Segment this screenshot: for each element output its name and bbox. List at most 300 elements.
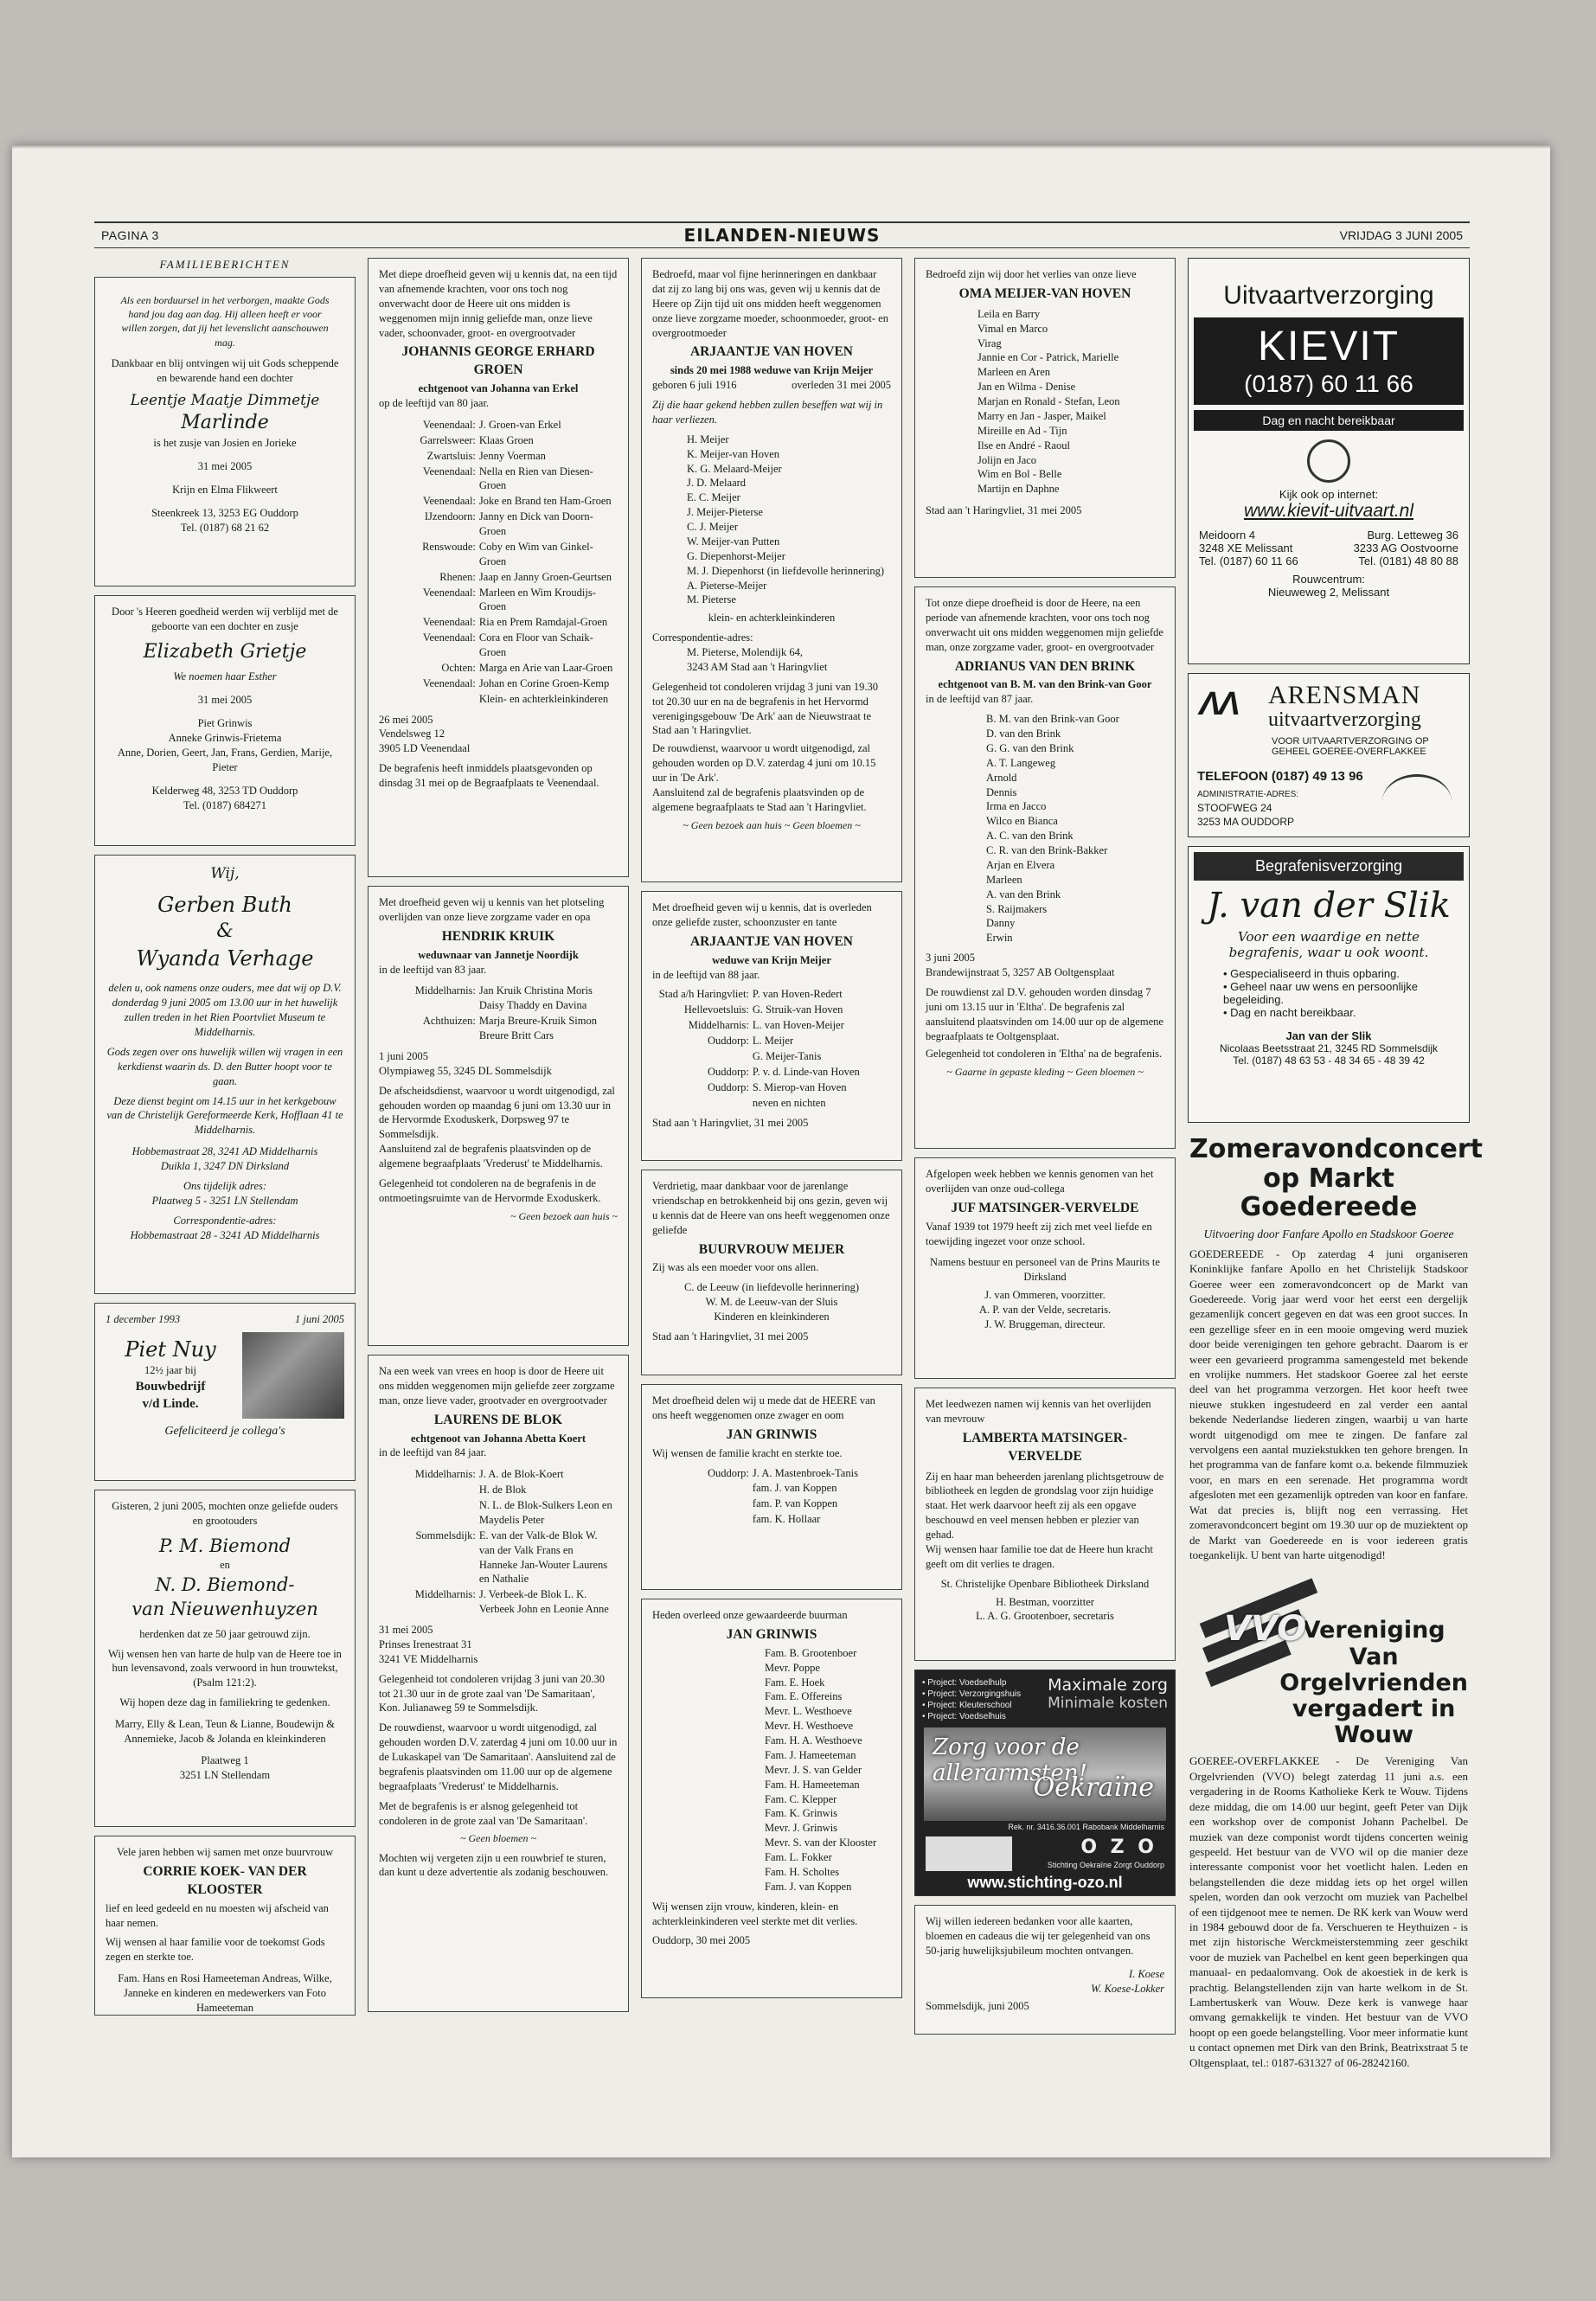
signer-3: J. W. Bruggeman, directeur. <box>984 1317 1106 1330</box>
company: Bouwbedrijf <box>135 1380 206 1394</box>
list-item: Mevr. Poppe <box>765 1661 820 1674</box>
list-item: Mevr. H. Westhoeve <box>765 1720 854 1733</box>
mother: Anneke Grinwis-Frietema <box>168 732 282 745</box>
deceased-name: LAMBERTA MATSINGER-VERVELDE <box>962 1430 1128 1464</box>
age: in de leeftijd van 83 jaar. <box>379 963 487 976</box>
intro: Met leedwezen namen wij kennis van het overlijden van mevrouw <box>926 1398 1151 1425</box>
condolence-corrie-koek <box>94 1836 356 2016</box>
ampersand: & <box>216 920 234 943</box>
list-item: K. G. Melaard-Meijer <box>687 462 782 475</box>
died: overleden 31 mei 2005 <box>792 379 891 392</box>
family-names: Jenny Voerman <box>478 449 546 462</box>
list-item: Fam. C. Klepper <box>765 1792 837 1805</box>
intro: Gisteren, 2 juni 2005, mochten onze geliefde ouders en grootouders <box>112 1500 338 1527</box>
list-item: A. Pieterse-Meijer <box>687 579 767 592</box>
obituary-grinwis-family <box>641 1384 902 1590</box>
years: 12½ jaar bij <box>144 1364 197 1377</box>
article-headline: Vereniging Van Orgelvrienden vergadert in Wouw <box>1279 1617 1469 1749</box>
list-item: Fam. J. van Koppen <box>765 1880 852 1893</box>
article-subheadline: Uitvoering door Fanfare Apollo en Stadskoor Goeree <box>1203 1227 1454 1240</box>
age: in de leeftijd van 87 jaar. <box>926 693 1034 706</box>
newspaper-page <box>12 145 1550 2157</box>
date: 26 mei 2005 <box>379 713 433 726</box>
list-item: W. Meijer-van Putten <box>687 535 780 548</box>
column-1 <box>94 258 356 2024</box>
closing-note: ~ Geen bezoek aan huis ~ Geen bloemen ~ <box>683 818 861 831</box>
senders: Fam. Hans en Rosi Hameeteman Andreas, Wilke, Janneke en kinderen en medewerkers van Foto Hameeteman <box>118 1972 332 2014</box>
family-names: Jan Kruik Christina Moris Daisy Thaddy en Davina <box>478 984 593 1012</box>
spouse: echtgenoot van B. M. van den Brink-van Goor <box>938 678 1152 691</box>
family-names: fam. P. van Koppen <box>752 1497 838 1510</box>
column-4 <box>914 258 1176 2043</box>
family-place <box>379 1483 479 1498</box>
family-names: Marleen en Wim Kroudijs-Groen <box>478 586 596 613</box>
wedding-announcement <box>94 855 356 1294</box>
family-row <box>379 449 618 465</box>
date: 3 juni 2005 <box>926 952 975 965</box>
list-item: B. M. van den Brink-van Goor <box>986 713 1119 726</box>
list-item: • Dag en nacht bereikbaar. <box>1223 1006 1356 1019</box>
age: in de leeftijd van 88 jaar. <box>652 968 760 981</box>
family-row <box>652 1497 891 1512</box>
text-2: Wij wensen al haar familie voor de toekomst Gods zegen en sterkte toe. <box>106 1936 325 1964</box>
start-date: 1 december 1993 <box>106 1313 181 1325</box>
address-2: 3905 LD Veenendaal <box>379 742 471 755</box>
family-place: Ouddorp: <box>707 1466 749 1479</box>
signer-1: I. Koese <box>1129 1967 1164 1980</box>
list-item: Fam. E. Hoek <box>765 1676 825 1689</box>
family-names: H. de Blok <box>478 1484 527 1497</box>
family-names: Joke en Brand ten Ham-Groen <box>478 495 612 508</box>
address: Olympiaweg 55, 3245 DL Sommelsdijk <box>379 1064 552 1077</box>
call-name: We noemen haar Esther <box>173 670 277 683</box>
anniversary-text: herdenken dat ze 50 jaar getrouwd zijn. <box>139 1627 311 1640</box>
thank-you-koese <box>914 1905 1176 2035</box>
intro: Verdrietig, maar dankbaar voor de jarenlange vriendschap en betrokkenheid bij ons gezin, geven wij u kennis dat de Heere van ons heeft weggenomen onze geliefde <box>652 1180 890 1236</box>
family-names: Cora en Floor van Schaik-Groen <box>478 631 593 659</box>
family-row <box>379 540 618 570</box>
family-names: N. L. de Blok-Sulkers Leon en Maydelis Peter <box>478 1499 612 1526</box>
final-note: Mochten wij vergeten zijn u een rouwbrief te sturen, dan kunt u deze advertentie als zodanig beschouwen. <box>379 1851 609 1879</box>
list-item: Mevr. J. Grinwis <box>765 1822 838 1835</box>
burial-note: De begrafenis heeft inmiddels plaatsgevonden op dinsdag 31 mei op de Begraafplaats te Veenendaal. <box>379 762 599 790</box>
list-item: Dennis <box>986 785 1017 798</box>
intro: Na een week van vrees en hoop is door de Heere uit ons midden weggenomen mijn geliefde zeer zorgzame man, onze lieve vader, grootvader en overgrootvader <box>379 1365 615 1407</box>
family-place: Veenendaal: <box>422 586 476 599</box>
family-row <box>652 1003 891 1018</box>
list-item: Fam. K. Grinwis <box>765 1807 838 1820</box>
birth-date: 31 mei 2005 <box>197 460 253 472</box>
library-name: St. Christelijke Openbare Bibliotheek Dirksland <box>940 1577 1150 1590</box>
address-1: Hobbemastraat 28, 3241 AD Middelharnis <box>131 1145 318 1158</box>
sister-line: is het zusje van Josien en Jorieke <box>153 437 297 450</box>
list-item: Leila en Barry <box>977 307 1041 320</box>
article-concert <box>1188 1131 1484 1566</box>
temp-address: Plaatweg 5 - 3251 LN Stellendam <box>151 1194 298 1207</box>
family-row <box>379 676 618 692</box>
column-5 <box>1188 258 1484 2070</box>
text: Wij wensen zijn vrouw, kinderen, klein- en achterkleinkinderen veel sterkte met dit verlies. <box>652 1900 858 1927</box>
list-item: K. Meijer-van Hoven <box>687 447 780 460</box>
siblings: Anne, Dorien, Geert, Jan, Frans, Gerdien, Marije, Pieter <box>117 746 333 773</box>
wij: Wij, <box>210 865 240 882</box>
arensman-subtitle: uitvaartverzorging <box>1268 708 1421 731</box>
family-names: J. A. Mastenbroek-Tanis <box>752 1466 858 1479</box>
intro: Bedroefd zijn wij door het verlies van onze lieve <box>926 268 1137 280</box>
list-item: C. J. Meijer <box>687 521 739 534</box>
telephone: Tel. (0187) 684271 <box>183 798 266 811</box>
family-place: Middelharnis: <box>414 1468 476 1481</box>
family-list <box>652 433 891 608</box>
deceased-name: ARJAANTJE VAN HOVEN <box>689 933 854 949</box>
family-place: Ouddorp: <box>707 1080 749 1093</box>
family-row <box>379 1014 618 1044</box>
bank-account: Rek. nr. 3416.36.001 Rabobank Middelharnis <box>1008 1823 1164 1831</box>
spouse: echtgenoot van Johanna van Erkel <box>418 382 579 395</box>
place-date: Stad aan 't Haringvliet, 31 mei 2005 <box>652 1117 809 1130</box>
list-item: Fam. J. Hameeteman <box>765 1748 856 1761</box>
obituary-de-blok <box>368 1355 629 2012</box>
slogan: Zorg voor de allerarmsten! <box>933 1734 1087 1786</box>
list-item: Martijn en Daphne <box>977 483 1060 496</box>
obituary-van-hoven <box>641 258 902 882</box>
intro: Met droefheid delen wij u mede dat de HEERE van ons heeft weggenomen onze zwager en oom <box>652 1394 875 1421</box>
list-item: M. Pieterse <box>687 593 736 606</box>
signer-1: J. van Ommeren, voorzitter. <box>984 1289 1106 1302</box>
closing-note: ~ Geen bloemen ~ <box>460 1832 536 1845</box>
family-place: Middelharnis: <box>414 1588 476 1601</box>
address-1: Vendelsweg 12 <box>379 727 445 740</box>
list-item: Fam. H. Scholtes <box>765 1865 840 1878</box>
article-headline: Zomeravondconcert op Markt Goedereede <box>1189 1134 1484 1223</box>
list-item: Mevr. L. Westhoeve <box>765 1705 852 1718</box>
closing-note: ~ Gaarne in gepaste kleding ~ Geen bloemen ~ <box>946 1066 1144 1079</box>
postcode-1: 3248 XE Melissant <box>1199 542 1293 554</box>
wife-name: N. D. Biemond- <box>155 1574 295 1595</box>
list-item: Mireille en Ad - Tijn <box>977 424 1067 437</box>
list-item: E. C. Meijer <box>687 491 740 504</box>
anniversary-biemond <box>94 1490 356 1827</box>
article-body: GOEREE-OVERFLAKKEE - De Vereniging Van Orgelvrienden (VVO) belegt zaterdag 11 juni a.s. een vergadering in de Rooms Katholieke Kerk te Wouw. Tijdens deze middag, die om 14.00 uur begint, geeft Peter van Dijk een workshop over de componist Johann Pachelbel. De muziek van deze componist wordt tijdens concerten weinig gespeeld. Het bestuur van de VVO wil op die manier deze interessante componist voor het voetlicht halen. Leden en belangstellenden die deze middag iets op het orgel willen spelen, worden dan ook verzocht om muziek van Pachelbel of een tijdgenoot mee te nemen. De RK kerk van Wouw werd in 1984 gebouwd door de fa. Verschueren te Heythuizen - is met zijn historische Werckmeisterstemming zeer geschikt voor de muziek van Pachelbel en kent geen beperkingen qua manuaal- en pedaalomvang. Ook de akoestiek in de kerk is prachtig. Belangstellenden zijn van harte welkom in de St. Lambertuskerk van Wouw. Deze kerk is vanwege haar omvang gemakkelijk te vinden. Het bestuur van de VVO hoopt op een goede belangstelling. Voor meer informatie kunt u contact opnemen met Dirk van den Brink, Beatrixstraat 5 te Oltgensplaat, tel.: 0187-631327 of 06-28242160. <box>1189 1754 1468 2069</box>
family-names: Janny en Dick van Doorn-Groen <box>478 510 593 538</box>
address: Brandewijnstraat 5, 3257 AB Ooltgensplaat <box>926 966 1115 979</box>
congratulations: Gefeliciteerd je collega's <box>164 1424 285 1438</box>
family-place: Sommelsdijk: <box>415 1529 476 1541</box>
deceased-name: JAN GRINWIS <box>726 1426 817 1442</box>
age: in de leeftijd van 84 jaar. <box>379 1446 487 1459</box>
list-item: Ilse en André - Raoul <box>977 439 1070 452</box>
list-item: Wilco en Bianca <box>986 815 1058 828</box>
child-call-name: Marlinde <box>181 412 269 434</box>
family-row <box>379 631 618 661</box>
intro: Met diepe droefheid geven wij u kennis dat, na een tijd van afnemende krachten, voor ons toch nog onverwacht door de Heere uit ons midden is weggenomen mijn innig geliefde man, onze lieve vader, schoonvader, groot- en overgrootvader <box>379 268 618 339</box>
list-item: Marjan en Ronald - Stefan, Leon <box>977 395 1120 408</box>
wife-name-2: van Nieuwenhuyzen <box>131 1599 318 1620</box>
family-place <box>652 1049 753 1065</box>
service-text: De rouwdienst, waarvoor u wordt uitgenodigd, zal gehouden worden D.V. zaterdag 4 juni om 10.00 uur in de Lukaskapel van 'De Samaritaan'. Aansluitend zal de begrafenis plaatsvinden om 11.00 uur op de algemene begraafplaats 'Vrederust' te Middelharnis. <box>379 1721 618 1792</box>
family-row <box>379 494 618 510</box>
ozo-charity-ad <box>914 1670 1176 1896</box>
list-item: A. C. van den Brink <box>986 830 1074 843</box>
family-row <box>652 1080 891 1096</box>
address-1: Meidoorn 4 <box>1199 529 1256 542</box>
slik-name: Jan van der Slik <box>1285 1029 1372 1042</box>
page-number: PAGINA 3 <box>101 228 159 242</box>
spouse: weduwnaar van Jannetje Noordijk <box>418 948 579 961</box>
list-item: Danny <box>986 917 1016 930</box>
family-place: Veenendaal: <box>422 631 476 644</box>
intro: Tot onze diepe droefheid is door de Heere, na een periode van afnemende krachten, voor ons toch nog onverwacht uit ons midden weggenomen mijn geliefde man, onze zorgzame vader, groot- en overgrootvader <box>926 597 1163 653</box>
family-names: Johan en Corine Groen-Kemp <box>478 676 610 689</box>
list-item: Mevr. S. van der Klooster <box>765 1836 877 1849</box>
family-names: J. Groen-van Erkel <box>478 418 561 431</box>
father: Piet Grinwis <box>197 717 253 730</box>
list-item: Jan en Wilma - Denise <box>977 381 1076 394</box>
signer-1: H. Bestman, voorzitter <box>996 1595 1094 1608</box>
family-place <box>652 1096 753 1112</box>
family-row <box>652 1034 891 1049</box>
family-row <box>379 1529 618 1588</box>
address-2: 3241 VE Middelharnis <box>379 1652 478 1665</box>
condolence-text: Gelegenheid tot condoleren vrijdag 3 juni van 20.30 tot 21.30 uur in de grote zaal van 'De Samaritaan', Kon. Julianaweg 59 te Sommelsdijk. <box>379 1672 606 1715</box>
article-organ <box>1188 1566 1470 2070</box>
admin-address-2: 3253 MA OUDDORP <box>1197 816 1295 828</box>
obituary-lamberta-matsinger <box>914 1388 1176 1661</box>
website-link[interactable]: www.stichting-ozo.nl <box>967 1874 1123 1891</box>
kievit-phone: (0187) 60 11 66 <box>1244 370 1413 397</box>
family-names: Jaap en Janny Groen-Geurtsen <box>478 570 612 583</box>
family-names: L. van Hoven-Meijer <box>752 1019 844 1032</box>
child-name: Elizabeth Grietje <box>143 640 307 663</box>
list-item: Fam. H. A. Westhoeve <box>765 1734 862 1747</box>
wedding-text: delen u, ook namens onze ouders, mee dat wij op D.V. donderdag 9 juni 2005 om 13.00 uur in het huwelijk zullen treden in het Rien Poortvliet Museum te Middelharnis. <box>108 982 342 1039</box>
family-list <box>926 712 1164 945</box>
admin-label: ADMINISTRATIE-ADRES: <box>1197 790 1299 799</box>
family-row <box>652 1481 891 1497</box>
family-place <box>379 1498 479 1529</box>
family-names: Marja Breure-Kruik Simon Breure Britt Cars <box>478 1015 597 1042</box>
deceased-name: JAN GRINWIS <box>726 1626 817 1642</box>
birth-notice-elizabeth <box>94 595 356 846</box>
family-names: E. van der Valk-de Blok W. van der Valk Frans en Hanneke Jan-Wouter Laurens en Nathalie <box>478 1529 608 1586</box>
family-row <box>652 1466 891 1482</box>
ad-title-1: Maximale zorg <box>1048 1676 1168 1695</box>
burial-text: Aansluitend zal de begrafenis plaatsvinden op de algemene begraafplaats 'Vrederust' te Middelharnis. <box>379 1143 603 1170</box>
address-1: Prinses Irenestraat 31 <box>379 1638 472 1650</box>
family-row <box>379 1467 618 1483</box>
place-date: Stad aan 't Haringvliet, 31 mei 2005 <box>926 504 1082 517</box>
list-item: Marleen <box>986 873 1022 886</box>
list-item: • Project: Voedselhuis <box>922 1712 1006 1721</box>
country: Oekraïne <box>1033 1772 1154 1803</box>
family-place: Garrelsweer: <box>420 433 476 446</box>
list-item: • Gespecialiseerd in thuis opbaring. <box>1223 967 1401 980</box>
slik-motto: Voor een waardige en nette begrafenis, waar u ook woont. <box>1228 929 1429 960</box>
family-names: P. van Hoven-Redert <box>752 988 843 1001</box>
family-names: L. Meijer <box>752 1035 794 1048</box>
family-names: J. Verbeek-de Blok L. K. Verbeek John en Leonie Anne <box>478 1588 609 1616</box>
correspondence-label: Correspondentie-adres: <box>652 631 753 644</box>
family-row <box>652 987 891 1003</box>
husband-name: P. M. Biemond <box>158 1535 292 1556</box>
family-place: Veenendaal: <box>422 616 476 629</box>
grandchildren: klein- en achterkleinkinderen <box>708 612 836 625</box>
family-row <box>379 418 618 433</box>
list-item: Arjan en Elvera <box>986 858 1055 871</box>
quote: Zij die haar gekend hebben zullen beseffen wat wij in haar verliezen. <box>652 399 883 426</box>
company-2: v/d Linde. <box>142 1397 199 1412</box>
slik-brand: J. van der Slik <box>1207 886 1451 926</box>
ad-title-2: Minimale kosten <box>1048 1695 1168 1712</box>
family-place <box>652 1512 753 1528</box>
intro: Door 's Heeren goedheid werden wij verblijd met de geboorte van een dochter en zusje <box>112 606 338 632</box>
slik-phone: Tel. (0187) 48 63 53 - 48 34 65 - 48 39 42 <box>1233 1054 1425 1067</box>
family-table <box>379 418 618 708</box>
deceased-name: LAURENS DE BLOK <box>433 1412 563 1427</box>
family-place: Veenendaal: <box>422 495 476 508</box>
text: Wij wensen de familie kracht en sterkte toe. <box>652 1446 843 1459</box>
condolence-text: Gelegenheid tot condoleren vrijdag 3 juni van 19.30 tot 20.30 uur en na de begrafenis in het Hervormd verenigingsgebouw 'De Ark' aan de Nieuwstraat te Stad aan 't Haringvliet. <box>652 680 879 737</box>
bride-name: Wyanda Verhage <box>136 946 314 971</box>
family-table <box>379 984 618 1044</box>
temp-address-label: Ons tijdelijk adres: <box>183 1179 267 1192</box>
arensman-logo-icon: ΛΛ <box>1199 686 1238 722</box>
family-table <box>652 987 891 1111</box>
list-item: Marry en Jan - Jasper, Maikel <box>977 409 1106 422</box>
list-item: • Project: Verzorgingshuis <box>922 1689 1022 1699</box>
family-names: Nella en Rien van Diesen-Groen <box>478 465 593 492</box>
family-names: Klein- en achterkleinkinderen <box>478 692 609 705</box>
rouwcentrum-label: Rouwcentrum: <box>1292 573 1365 586</box>
obituary-van-hoven-sister <box>641 891 902 1161</box>
column-3 <box>641 258 902 2007</box>
deceased-name: CORRIE KOEK- VAN DER KLOOSTER <box>143 1863 307 1897</box>
list-item: Fam. E. Offereins <box>765 1690 843 1703</box>
sender-1: C. de Leeuw (in liefdevolle herinnering) <box>683 1281 859 1294</box>
on-behalf: Namens bestuur en personeel van de Prins Maurits te Dirksland <box>930 1256 1160 1284</box>
bird-logo-icon <box>1307 439 1350 483</box>
sender-2: W. M. de Leeuw-van der Sluis <box>705 1296 838 1309</box>
family-names: fam. J. van Koppen <box>752 1482 837 1495</box>
family-names: J. A. de Blok-Koert <box>478 1468 564 1481</box>
masthead <box>94 221 1470 248</box>
family-place: Veenendaal: <box>422 418 476 431</box>
family-row <box>379 570 618 586</box>
list-item: Fam. B. Grootenboer <box>765 1646 857 1659</box>
address-2: 3251 LN Stellendam <box>179 1768 271 1781</box>
family-names: Marga en Arie van Laar-Groen <box>478 661 613 674</box>
slik-header: Begrafenisverzorging <box>1194 852 1464 881</box>
internet-label: Kijk ook op internet: <box>1279 488 1379 501</box>
deceased-name: ADRIANUS VAN DEN BRINK <box>954 658 1136 674</box>
ozo-logo: O Z O <box>1080 1836 1157 1858</box>
family-table <box>379 1467 618 1618</box>
family-row <box>379 433 618 449</box>
rouwcentrum-address: Nieuweweg 2, Melissant <box>1267 586 1390 599</box>
place-date: Ouddorp, 30 mei 2005 <box>652 1934 751 1947</box>
tel-2: Tel. (0181) 48 80 88 <box>1358 554 1458 567</box>
kievit-ad <box>1188 258 1470 664</box>
project-list <box>922 1677 1021 1722</box>
family-names: fam. K. Hollaar <box>752 1513 821 1526</box>
burial-text: Aansluitend zal de begrafenis plaatsvinden op de algemene begraafplaats te Stad aan 't Haringvliet. <box>652 785 867 813</box>
family-names: neven en nichten <box>752 1096 826 1109</box>
slik-address: Nicolaas Beetsstraat 21, 3245 RD Sommelsdijk <box>1219 1042 1439 1054</box>
list-item: C. R. van den Brink-Bakker <box>986 844 1108 857</box>
postcode-2: 3233 AG Oostvoorne <box>1353 542 1458 554</box>
family-row <box>379 510 618 540</box>
list-item: G. G. van den Brink <box>986 741 1074 754</box>
kievit-title: Uitvaartverzorging <box>1223 281 1434 310</box>
family-place: Veenendaal: <box>422 676 476 689</box>
family-names: P. v. d. Linde-van Hoven <box>752 1065 860 1078</box>
issue-date: VRIJDAG 3 JUNI 2005 <box>1339 228 1463 242</box>
family-place: Ouddorp: <box>707 1065 749 1078</box>
sender-3: Kinderen en kleinkinderen <box>714 1311 830 1324</box>
list-item: Jolijn en Jaco <box>977 453 1037 466</box>
family-row <box>379 1498 618 1529</box>
intro: Met droefheid geven wij u kennis, dat is overleden onze geliefde zuster, schoonzuster en tante <box>652 901 872 928</box>
list-item: Marleen en Aren <box>977 366 1050 379</box>
vvo-logo-text: VVO <box>1224 1609 1307 1650</box>
intro: Bedroefd, maar vol fijne herinneringen en dankbaar dat zij zo lang bij ons was, geven wij u kennis dat de Heere op Zijn tijd uit ons midden heeft weggenomen onze lieve zorgzame moeder, schoonmoeder, groot- en overgrootmoeder <box>652 268 888 339</box>
family-row <box>379 465 618 495</box>
deceased-name: ARJAANTJE VAN HOVEN <box>689 344 854 360</box>
family-names: S. Mierop-van Hoven <box>752 1080 847 1093</box>
list-item: Mevr. J. S. van Gelder <box>765 1763 862 1776</box>
list-item: Fam. H. Hameeteman <box>765 1778 860 1791</box>
list-item: S. Raijmakers <box>986 902 1048 915</box>
deceased-name: JOHANNIS GEORGE ERHARD GROEN <box>401 344 595 378</box>
spouse: weduwe van Krijn Meijer <box>712 953 831 966</box>
kievit-url[interactable]: www.kievit-uitvaart.nl <box>1243 501 1414 521</box>
service-text: De afscheidsdienst, waarvoor u wordt uitgenodigd, zal gehouden worden op maandag 6 juni om 13.30 uur in de Hervormde Exoduskerk, Dorpsweg 97 te Sommelsdijk. <box>379 1084 615 1141</box>
closing-note: ~ Geen bezoek aan huis ~ <box>510 1209 618 1222</box>
text-1: lief en leed gedeeld en nu moesten wij afscheid van haar nemen. <box>106 1901 329 1929</box>
portrait-photo <box>242 1332 344 1419</box>
kievit-availability: Dag en nacht bereikbaar <box>1194 410 1464 431</box>
obituary-grinwis-neighbours <box>641 1599 902 1998</box>
list-item: Jannie en Cor - Patrick, Marielle <box>977 351 1119 364</box>
text: Wij willen iedereen bedanken voor alle kaarten, bloemen en cadeaus die wij ter gelegenheid van ons 50-jarig huwelijksjubileum mochten ontvangen. <box>926 1915 1151 1957</box>
address-2: Duikla 1, 3247 DN Dirksland <box>160 1160 290 1173</box>
groom-name: Gerben Buth <box>157 892 292 917</box>
service-text: De rouwdienst, waarvoor u wordt uitgenodigd, zal gehouden worden op D.V. zaterdag 4 juni om 10.15 uur in 'De Ark'. <box>652 742 876 785</box>
church-text: Gods zegen over ons huwelijk willen wij vragen in een kerkdienst waarin ds. D. den Butter hoopt voor te gaan. <box>106 1045 343 1087</box>
kievit-brand: KIEVIT <box>1257 324 1401 369</box>
spouse: sinds 20 mei 1988 weduwe van Krijn Meijer <box>670 364 874 377</box>
list-item: • Project: Voedselhulp <box>922 1678 1007 1688</box>
birth-date: 31 mei 2005 <box>197 694 253 707</box>
deceased-name: OMA MEIJER-VAN HOVEN <box>958 285 1131 301</box>
wish-text: Wij wensen hen van harte de hulp van de Heere toe in hun levensavond, zoals verwoord in hun trouwtekst, (Psalm 121:2). <box>108 1647 342 1689</box>
list-item: A. T. Langeweg <box>986 756 1056 769</box>
arensman-brand: ARENSMAN <box>1268 681 1421 709</box>
obituary-van-den-brink <box>914 586 1176 1149</box>
family-place: Hellevoetsluis: <box>683 1003 749 1016</box>
service-area: VOOR UITVAARTVERZORGING OP GEHEEL GOEREE-OVERFLAKKEE <box>1272 736 1429 757</box>
obituary-oma-meijer <box>914 258 1176 578</box>
condolence-text: Gelegenheid tot condoleren na de begrafenis in de ontmoetingsruimte van de Hervormde Exoduskerk. <box>379 1176 601 1204</box>
family-place: Stad a/h Haringvliet: <box>658 988 749 1001</box>
family-place: Middelharnis: <box>688 1019 749 1032</box>
correspondence-address: Hobbemastraat 28 - 3241 AD Middelharnis <box>130 1228 320 1241</box>
and: en <box>220 1559 230 1572</box>
list-item: A. van den Brink <box>986 888 1061 901</box>
child-full-name: Leentje Maatje Dimmetje <box>130 391 320 409</box>
celebration-text: Wij hopen deze dag in familiekring te gedenken. <box>119 1696 330 1709</box>
deceased-name: HENDRIK KRUIK <box>441 928 555 944</box>
